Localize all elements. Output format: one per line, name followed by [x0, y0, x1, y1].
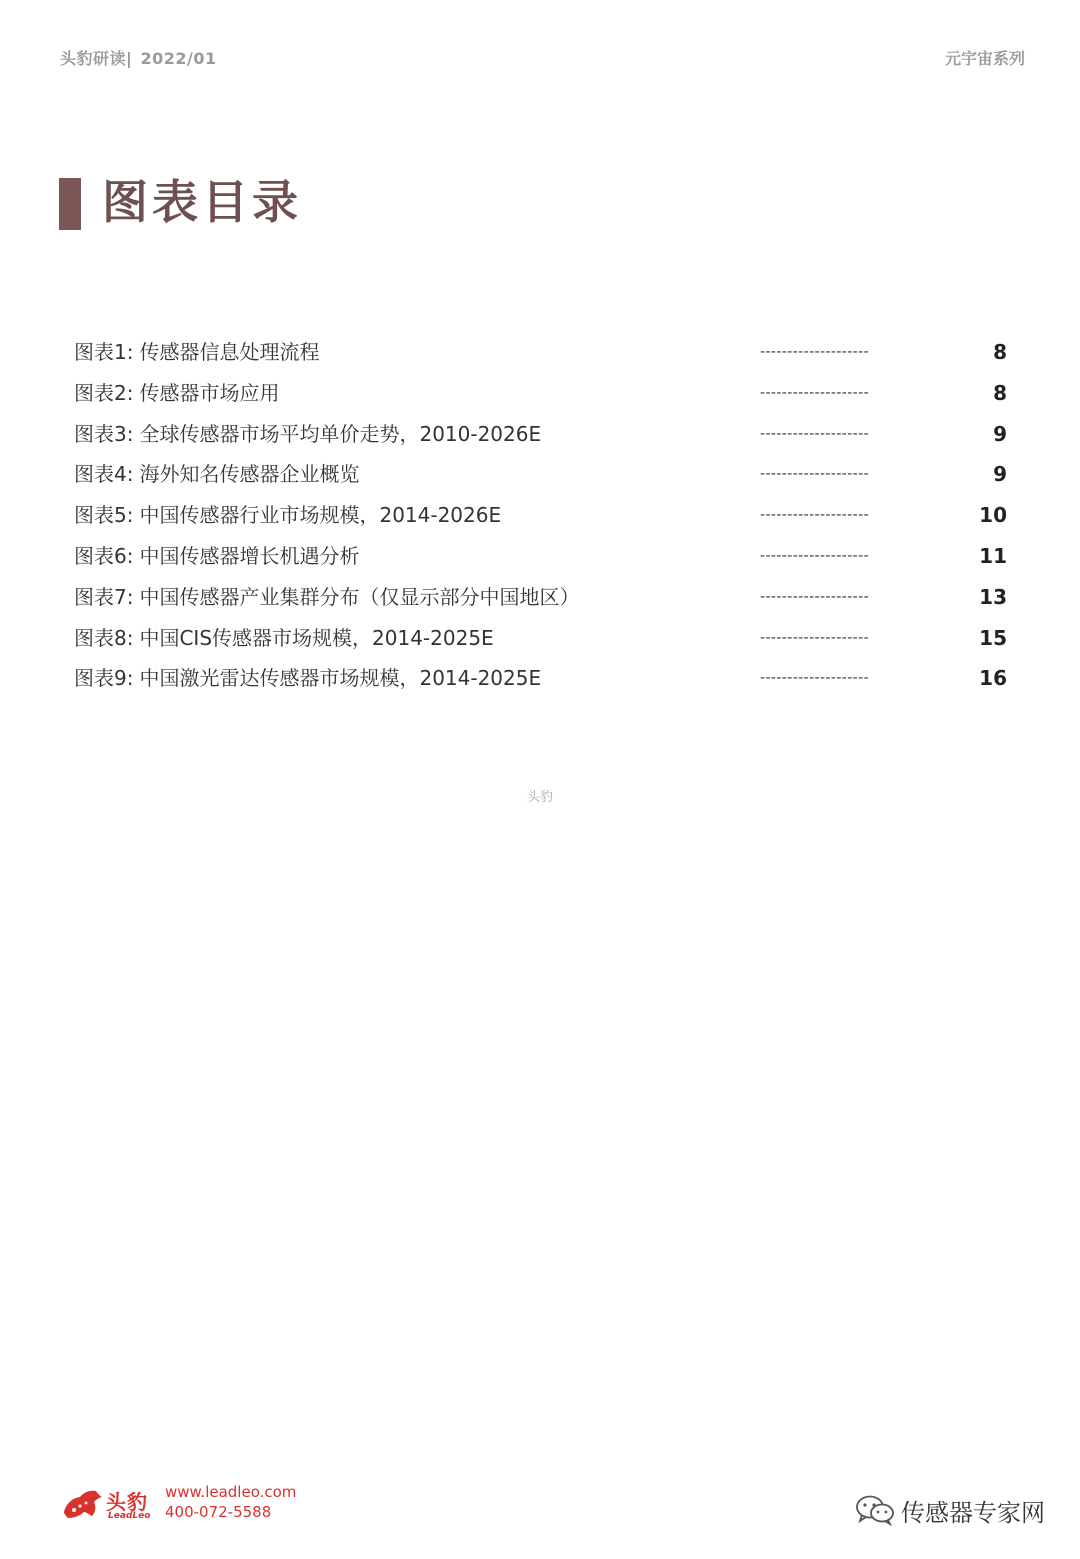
- toc-title: 中国激光雷达传感器市场规模，2014-2025E: [139, 666, 542, 691]
- toc-title: 海外知名传感器企业概览: [139, 462, 360, 487]
- toc-row[interactable]: [74, 577, 1014, 618]
- toc-leader: --------------------: [760, 425, 870, 442]
- toc-label: 图表6:: [74, 543, 134, 568]
- toc-label: 图表9:: [74, 666, 134, 691]
- header-series: 元宇宙系列: [944, 49, 1025, 68]
- toc-label: 图表5:: [74, 503, 134, 528]
- leopard-icon: [60, 1482, 104, 1526]
- toc-leader: --------------------: [760, 629, 870, 646]
- logo-text-en: LeadLeo: [108, 1511, 151, 1521]
- toc-title: 中国传感器产业集群分布（仅显示部分中国地区）: [139, 584, 580, 609]
- toc-row[interactable]: [74, 373, 1014, 414]
- toc-leader: --------------------: [760, 466, 870, 483]
- toc-title: 传感器市场应用: [139, 380, 280, 405]
- toc-title: 中国CIS传感器市场规模，2014-2025E: [139, 625, 494, 650]
- leadleo-logo: [60, 1482, 160, 1526]
- toc-page: 8: [993, 380, 1007, 405]
- toc-label: 图表7:: [74, 584, 134, 609]
- watermark-text: 传感器专家网: [901, 1498, 1045, 1527]
- toc-title: 传感器信息处理流程: [139, 340, 320, 364]
- wechat-watermark: [855, 1490, 1045, 1530]
- toc-title: 中国传感器行业市场规模，2014-2026E: [139, 503, 502, 528]
- footer-phone: 400-072-5588: [165, 1503, 272, 1521]
- toc-page: 9: [993, 462, 1007, 487]
- toc-leader: --------------------: [760, 507, 870, 524]
- page-watermark-mark: 头豹: [526, 790, 553, 805]
- toc-row[interactable]: [74, 454, 1014, 495]
- toc-row[interactable]: [74, 414, 1014, 455]
- wechat-icon: [855, 1494, 895, 1526]
- toc-row[interactable]: [74, 618, 1014, 659]
- footer-website[interactable]: www.leadleo.com: [165, 1483, 297, 1501]
- toc-label: 图表4:: [74, 462, 134, 487]
- toc-row[interactable]: [74, 495, 1014, 536]
- toc-leader: --------------------: [760, 670, 870, 687]
- toc-page: 15: [979, 625, 1007, 650]
- toc-page: 9: [993, 421, 1007, 446]
- page-title: 图表目录: [102, 175, 302, 229]
- toc-label: 图表3:: [74, 421, 134, 446]
- toc-page: 13: [979, 584, 1007, 609]
- header-date: 2022/01: [140, 49, 217, 68]
- toc-page: 11: [979, 543, 1007, 568]
- toc-leader: --------------------: [760, 384, 870, 401]
- toc-list: [74, 332, 1014, 699]
- title-accent-bar: [59, 178, 81, 230]
- toc-row[interactable]: [74, 658, 1014, 699]
- toc-page: 8: [993, 340, 1007, 364]
- footer-contact: [165, 1482, 296, 1522]
- toc-row[interactable]: [74, 536, 1014, 577]
- logo-text-cn: 头豹: [106, 1490, 148, 1514]
- toc-leader: --------------------: [760, 344, 870, 360]
- header-meta: [60, 46, 217, 69]
- toc-label: 图表8:: [74, 625, 134, 650]
- toc-leader: --------------------: [760, 547, 870, 564]
- toc-leader: --------------------: [760, 588, 870, 605]
- toc-title: 全球传感器市场平均单价走势，2010-2026E: [139, 421, 542, 446]
- toc-label: 图表1:: [74, 340, 134, 364]
- header-brand: 头豹研读|: [60, 49, 133, 68]
- toc-page: 10: [979, 503, 1007, 528]
- toc-label: 图表2:: [74, 380, 134, 405]
- toc-page: 16: [979, 666, 1007, 691]
- toc-row[interactable]: [74, 332, 1014, 373]
- toc-title: 中国传感器增长机遇分析: [139, 543, 360, 568]
